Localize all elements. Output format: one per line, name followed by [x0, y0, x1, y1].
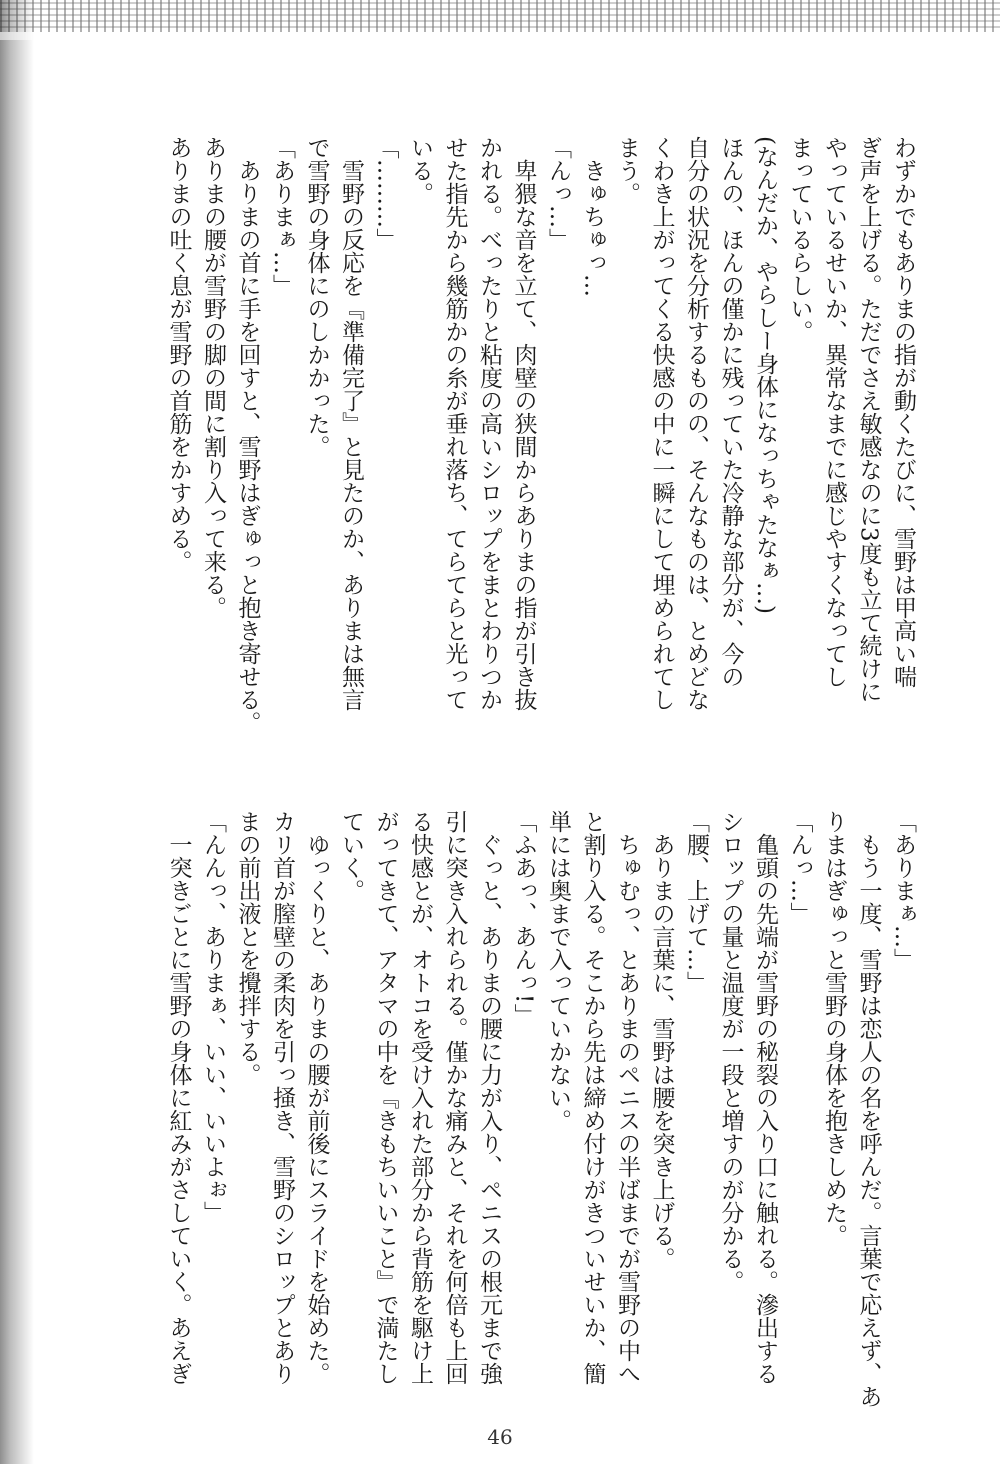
text-line: きゅちゅっ… — [579, 136, 606, 297]
text-line: かれる。べったりと粘度の高いシロップをまとわりつか — [476, 136, 502, 711]
text-line: ありまの首に手を回すと、雪野はぎゅっと抱き寄せる。 — [234, 136, 261, 734]
text-line: 「ありまぁ…」 — [269, 136, 295, 297]
text-line: 「ふあっ、あんっ!」 — [510, 810, 537, 1027]
text-line: ちゅむっ、とありまのペニスの半ばまでが雪野の中へ — [614, 810, 640, 1385]
text-line: ありまの言葉に、雪野は腰を突き上げる。 — [648, 810, 675, 1270]
text-line: カリ首が膣壁の柔肉を引っ掻き、雪野のシロップとあり — [269, 810, 295, 1385]
text-line: ぎ声を上げる。ただでさえ敏感なのに3度も立て続けに — [855, 136, 882, 703]
text-line: (なんだか、やらしー身体になっちゃたなぁ…) — [752, 136, 778, 614]
text-line: 「………」 — [372, 136, 399, 251]
text-line: まの前出液とを攪拌する。 — [234, 810, 261, 1086]
text-line: 一突きごとに雪野の身体に紅みがさしていく。あえぎ — [165, 810, 192, 1385]
text-line: 「んっ…」 — [786, 810, 813, 925]
text-line: ありまの腰が雪野の脚の間に割り入って来る。 — [200, 136, 226, 619]
text-block-upper — [100, 136, 920, 776]
text-line: やっているせいか、異常なまでに感じやすくなってし — [821, 136, 847, 688]
text-line: 単には奥まで入っていかない。 — [545, 810, 571, 1132]
text-line: 引に突き入れられる。僅かな痛みと、それを何倍も上回 — [441, 810, 468, 1385]
page — [34, 40, 1000, 1464]
text-line: 「腰、上げて…」 — [683, 810, 709, 994]
text-line: せた指先から幾筋かの糸が垂れ落ち、てらてらと光って — [441, 136, 468, 711]
text-line: 亀頭の先端が雪野の秘裂の入り口に触れる。滲出する — [752, 810, 778, 1385]
text-line: わずかでもありまの指が動くたびに、雪野は甲高い喘 — [890, 136, 916, 688]
text-line: 卑猥な音を立て、肉壁の狭間からありまの指が引き抜 — [510, 136, 537, 711]
text-line: シロップの量と温度が一段と増すのが分かる。 — [717, 810, 744, 1293]
text-line: くわき上がってくる快感の中に一瞬にして埋められてし — [648, 136, 675, 711]
page-number: 46 — [487, 1425, 513, 1449]
text-line: まっているらしい。 — [786, 136, 813, 343]
text-line: まう。 — [614, 136, 640, 205]
text-line: りまはぎゅっと雪野の身体を抱きしめた。 — [821, 810, 847, 1247]
text-line: 自分の状況を分析するものの、そんなものは、とめどな — [683, 136, 709, 711]
text-line: もう一度、雪野は恋人の名を呼んだ。言葉で応えず、あ — [855, 810, 882, 1408]
text-line: ゆっくりと、ありまの腰が前後にスライドを始めた。 — [303, 810, 330, 1385]
text-line: がってきて、アタマの中を『きもちいいこと』で満たし — [372, 810, 399, 1385]
text-line: 「ありまぁ…」 — [890, 810, 916, 971]
text-line: ぐっと、ありまの腰に力が入り、ペニスの根元まで強 — [476, 810, 502, 1385]
text-block-lower — [100, 810, 920, 1410]
text-line: と割り入る。そこから先は締め付けがきついせいか、簡 — [579, 810, 606, 1385]
text-line: で雪野の身体にのしかかった。 — [303, 136, 330, 458]
binding-shadow — [0, 0, 34, 1464]
text-line: 「んっ…」 — [545, 136, 571, 251]
text-line: いる。 — [407, 136, 433, 205]
text-line: る快感とが、オトコを受け入れた部分から背筋を駆け上 — [407, 810, 433, 1385]
text-line: ありまの吐く息が雪野の首筋をかすめる。 — [165, 136, 192, 573]
decorative-top-border — [0, 0, 1000, 40]
text-line: ほんの、ほんの僅かに残っていた冷静な部分が、今の — [717, 136, 744, 688]
text-line: 「んんっ、ありまぁ、いい、いいよぉ」 — [200, 810, 226, 1224]
text-line: 雪野の反応を『準備完了』と見たのか、ありまは無言 — [338, 136, 364, 711]
text-line: ていく。 — [338, 810, 364, 902]
